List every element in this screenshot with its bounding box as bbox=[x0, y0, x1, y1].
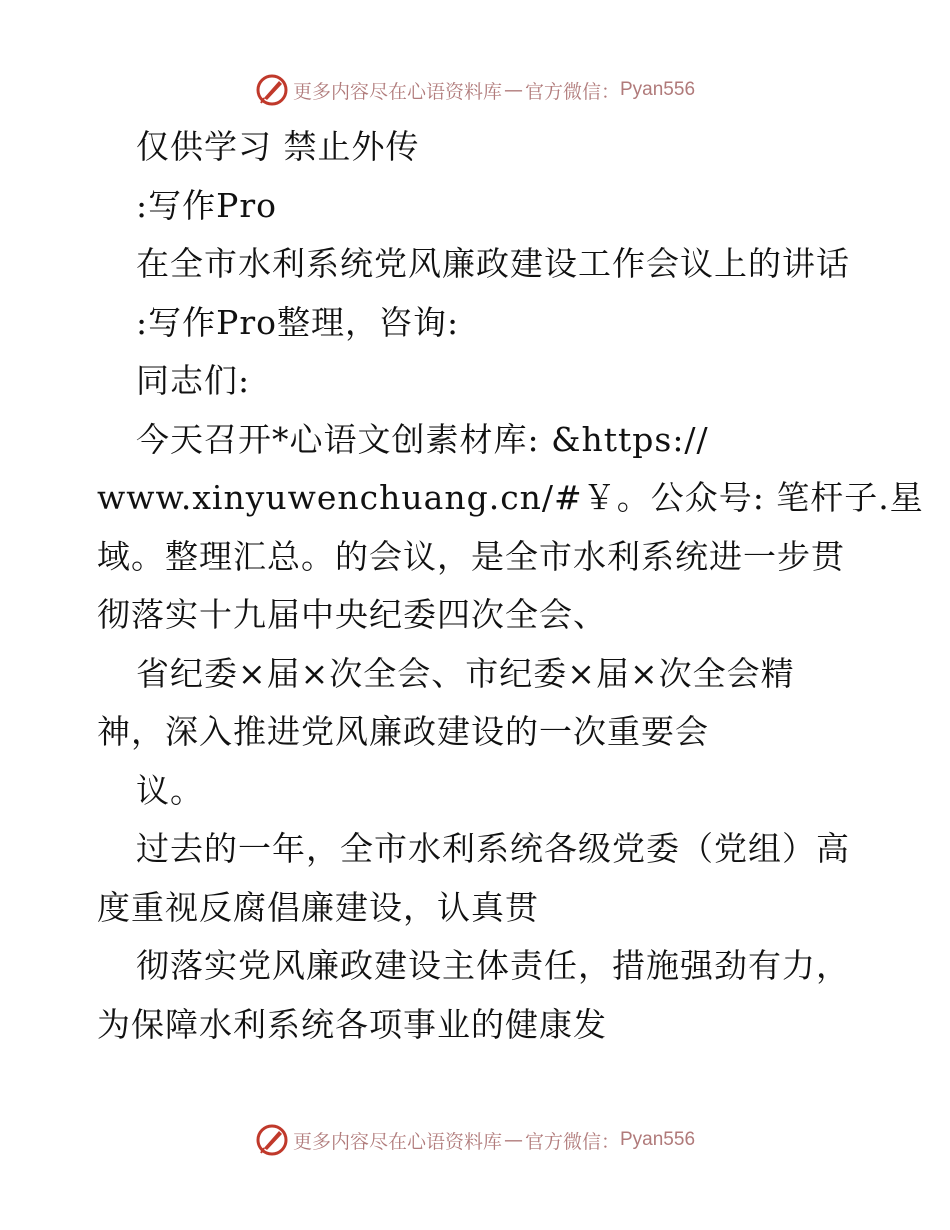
doc-line: 域。整理汇总。的会议，是全市水利系统进一步贯 bbox=[97, 536, 845, 576]
document-body bbox=[97, 118, 924, 1054]
doc-line: :写作Pro整理，咨询: bbox=[136, 302, 460, 342]
salutation: 同志们: bbox=[136, 361, 251, 400]
banner-wechat-id: Pyan556 bbox=[620, 79, 696, 100]
banner-dash: — bbox=[503, 79, 523, 101]
doc-line: 今天召开*心语文创素材库: &https:// bbox=[136, 419, 709, 459]
banner-wechat-label: 官方微信： bbox=[524, 1130, 620, 1153]
doc-line: 议。 bbox=[136, 770, 204, 810]
document-title: 在全市水利系统党风廉政建设工作会议上的讲话 bbox=[136, 244, 850, 283]
doc-line: 神，深入推进党风廉政建设的一次重要会 bbox=[97, 712, 709, 751]
footer-watermark bbox=[0, 1120, 950, 1160]
banner-brand: 更多内容尽在心语资料库 bbox=[292, 1130, 502, 1153]
doc-line: :写作Pro bbox=[136, 185, 277, 225]
doc-line: 为保障水利系统各项事业的健康发 bbox=[97, 1004, 607, 1044]
doc-line: 彻落实党风廉政建设主体责任，措施强劲有力， bbox=[136, 946, 850, 985]
quill-pen-icon bbox=[255, 73, 289, 107]
doc-line: 仅供学习 禁止外传 bbox=[136, 127, 420, 166]
doc-line: 彻落实十九届中央纪委四次全会、 bbox=[97, 595, 607, 634]
banner-wechat-label: 官方微信： bbox=[524, 80, 620, 103]
doc-line: 省纪委×届×次全会、市纪委×届×次全会精 bbox=[136, 653, 795, 693]
doc-line: 度重视反腐倡廉建设，认真贯 bbox=[97, 887, 539, 927]
quill-pen-icon bbox=[255, 1123, 289, 1157]
doc-line: www.xinyuwenchuang.cn/#￥。公众号: 笔杆子.星 bbox=[97, 478, 924, 517]
banner-brand: 更多内容尽在心语资料库 bbox=[292, 80, 502, 103]
header-watermark bbox=[0, 70, 950, 110]
banner-dash: — bbox=[503, 1129, 523, 1151]
doc-line: 过去的一年，全市水利系统各级党委（党组）高 bbox=[136, 829, 850, 868]
banner-wechat-id: Pyan556 bbox=[620, 1129, 696, 1150]
